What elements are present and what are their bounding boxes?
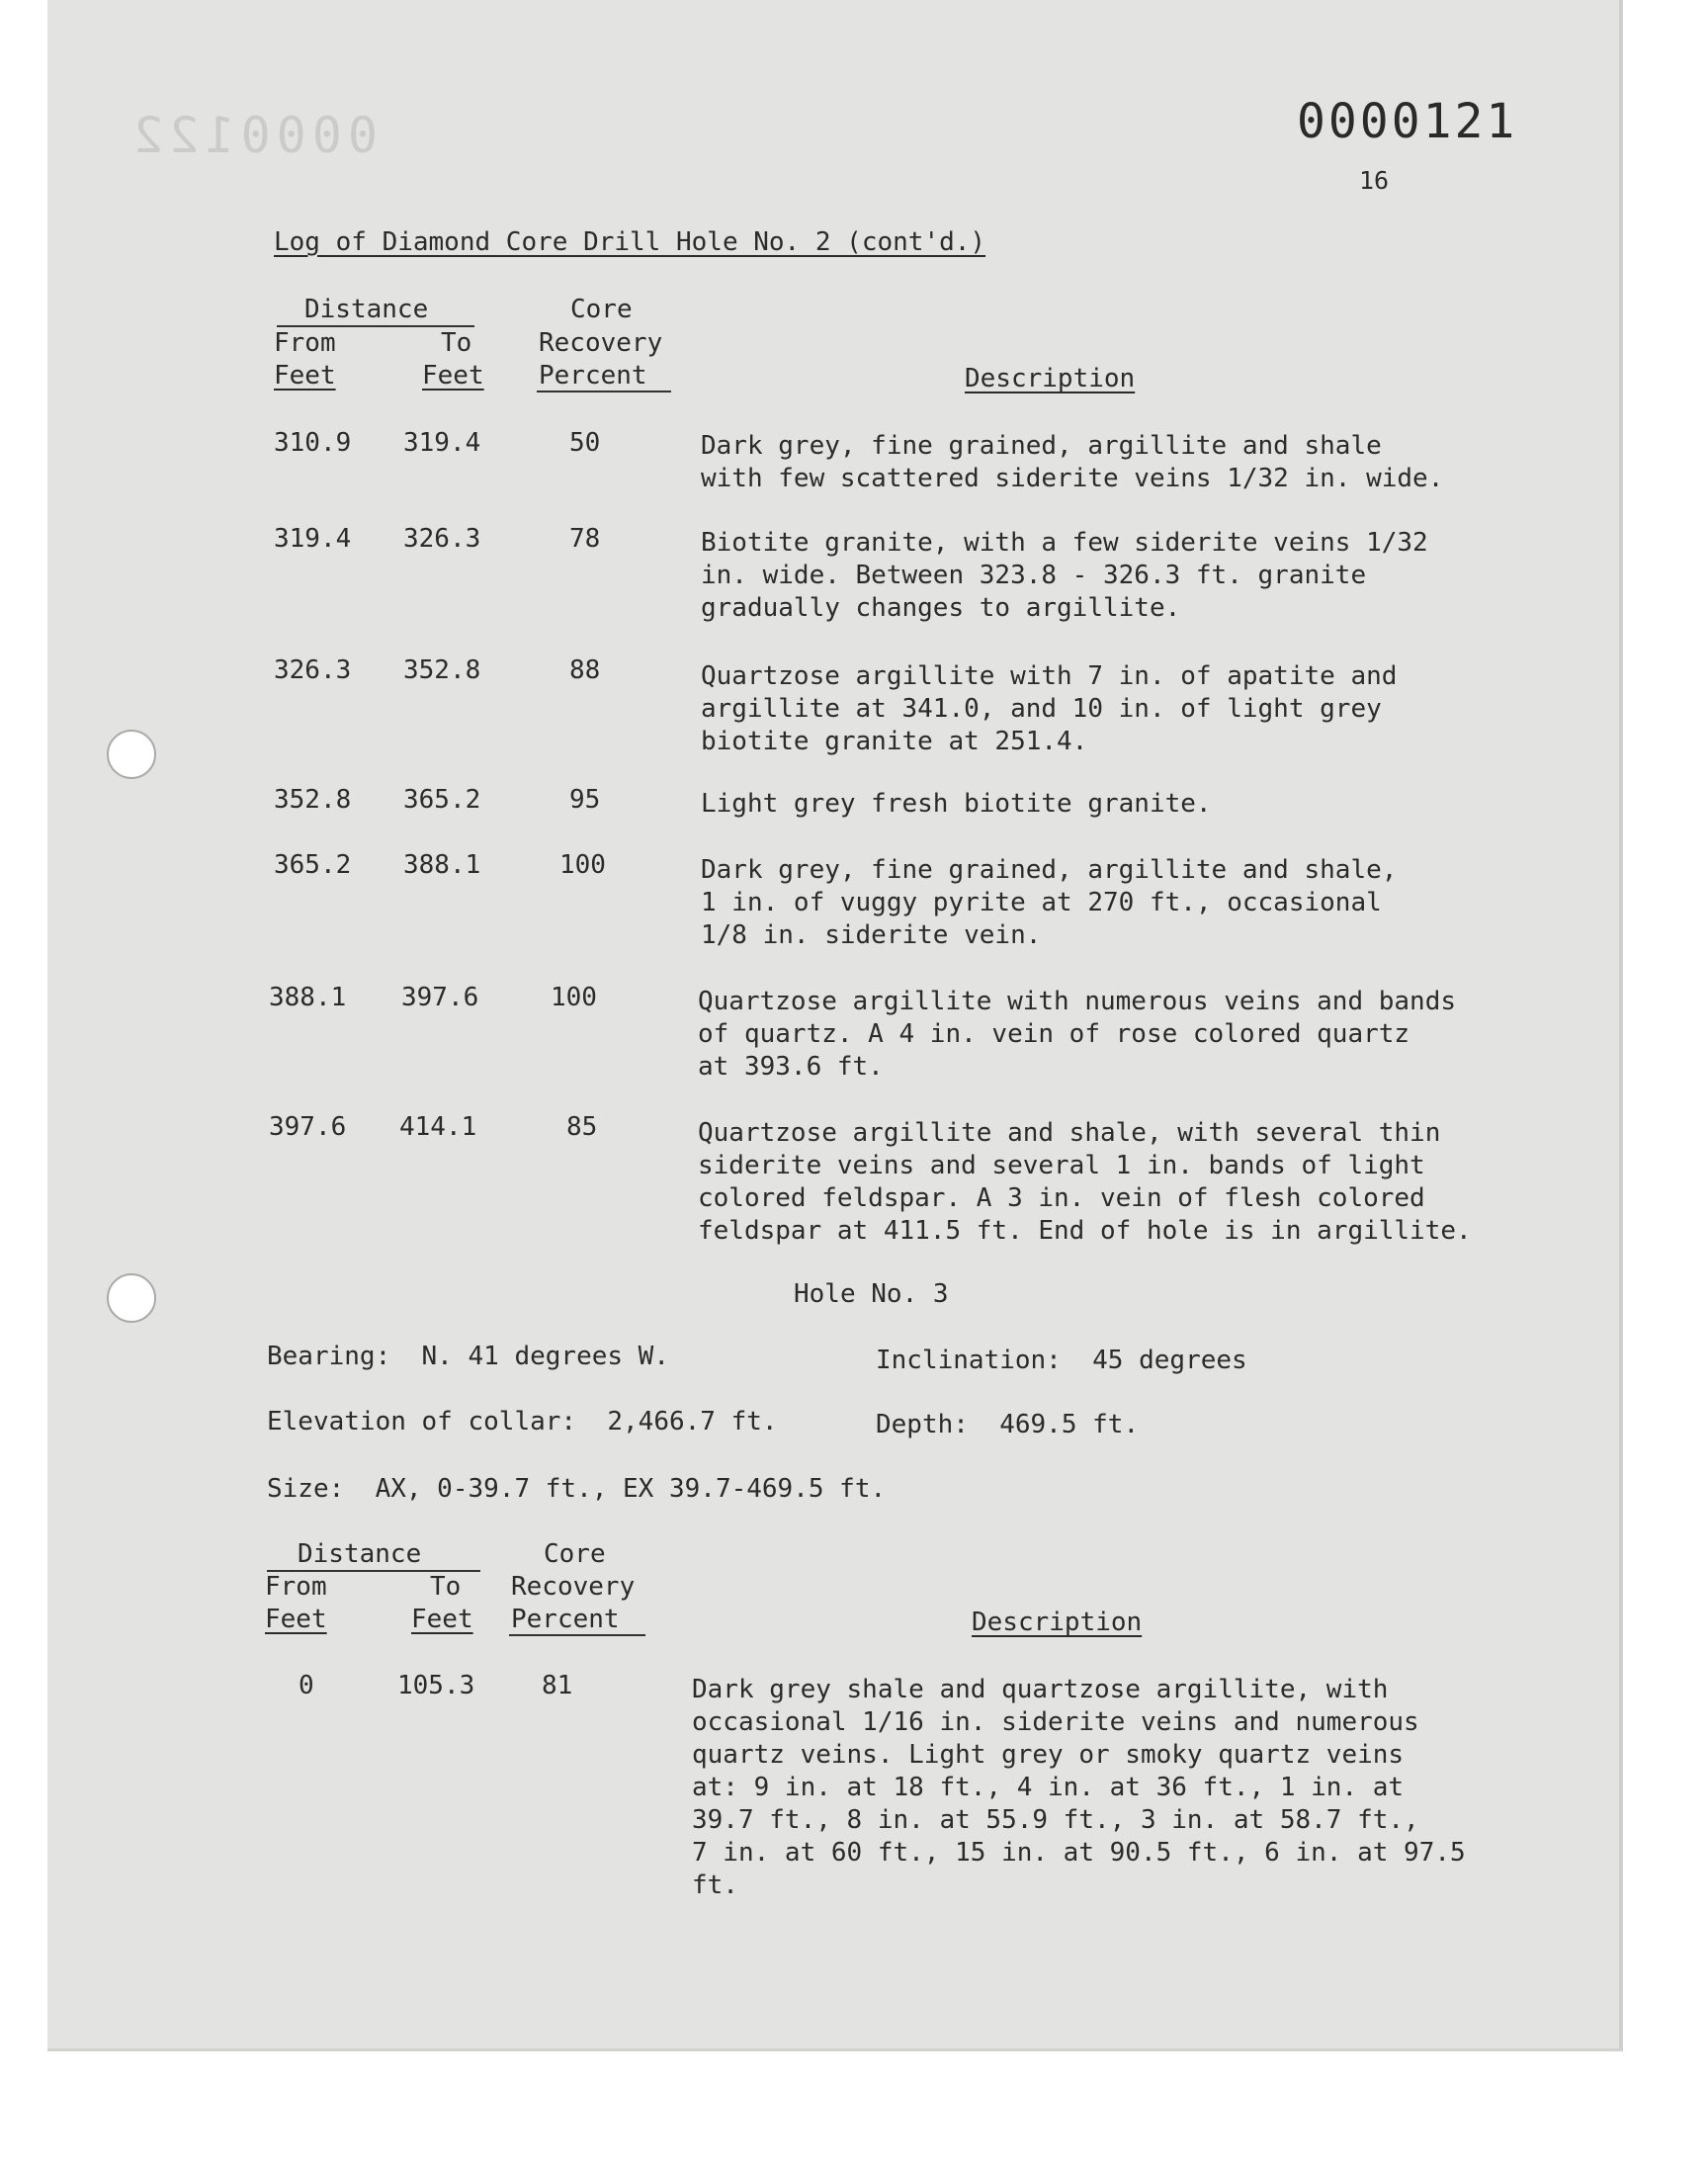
header-from: From — [274, 328, 336, 358]
from-cell: 326.3 — [274, 655, 352, 685]
from-cell: 397.6 — [269, 1112, 347, 1142]
binder-hole-top — [107, 730, 156, 779]
page-number: 16 — [1359, 166, 1390, 195]
document-id-stamp: 0000121 — [1297, 94, 1518, 149]
to-cell: 105.3 — [397, 1671, 475, 1700]
hole3-depth: Depth: 469.5 ft. — [876, 1410, 1140, 1439]
recovery-cell: 85 — [566, 1112, 598, 1142]
header-core: Core — [570, 295, 633, 324]
header-description: Description — [965, 364, 1136, 393]
header-distance: Distance — [304, 295, 429, 324]
recovery-cell: 88 — [569, 655, 601, 685]
header-feet-to: Feet — [422, 361, 484, 391]
page-title: Log of Diamond Core Drill Hole No. 2 (cont'd.) — [274, 227, 986, 257]
from-cell: 365.2 — [274, 850, 352, 880]
description-cell: Biotite granite, with a few siderite veins 1/32 in. wide. Between 323.8 - 326.3 ft. granite gradually changes to argillite. — [701, 528, 1428, 623]
header-recovery: Recovery — [511, 1572, 636, 1602]
to-cell: 397.6 — [401, 983, 479, 1012]
recovery-cell: 100 — [551, 983, 597, 1012]
hole3-size: Size: AX, 0-39.7 ft., EX 39.7-469.5 ft. — [267, 1474, 887, 1504]
description-cell: Quartzose argillite and shale, with several thin siderite veins and several 1 in. bands of light colored feldspar. A 3 in. vein of flesh colored feldspar at 411.5 ft. End of hole is in argillite. — [698, 1118, 1472, 1246]
recovery-cell: 81 — [542, 1671, 573, 1700]
recovery-cell: 100 — [559, 850, 606, 880]
from-cell: 352.8 — [274, 785, 352, 815]
recovery-cell: 95 — [569, 785, 601, 815]
description-cell: Light grey fresh biotite granite. — [701, 789, 1212, 819]
description-cell: Quartzose argillite with numerous veins and bands of quartz. A 4 in. vein of rose colored quartz at 393.6 ft. — [698, 987, 1457, 1082]
header-feet-to: Feet — [411, 1605, 473, 1634]
from-cell: 319.4 — [274, 524, 352, 554]
from-cell: 0 — [299, 1671, 314, 1700]
description-cell: Dark grey, fine grained, argillite and shale, 1 in. of vuggy pyrite at 270 ft., occasional 1/8 in. siderite vein. — [701, 855, 1398, 950]
to-cell: 365.2 — [403, 785, 481, 815]
percent-rule — [509, 1634, 645, 1636]
percent-rule — [537, 391, 671, 392]
header-percent: Percent — [539, 361, 647, 391]
hole3-elevation: Elevation of collar: 2,466.7 ft. — [267, 1407, 778, 1436]
header-to: To — [430, 1572, 462, 1602]
to-cell: 319.4 — [403, 428, 481, 458]
description-cell: Dark grey, fine grained, argillite and shale with few scattered siderite veins 1/32 in. wide. — [701, 431, 1444, 493]
header-description: Description — [972, 1608, 1143, 1637]
hole3-heading: Hole No. 3 — [794, 1279, 949, 1309]
header-to: To — [441, 328, 472, 358]
header-from: From — [265, 1572, 327, 1602]
from-cell: 388.1 — [269, 983, 347, 1012]
to-cell: 414.1 — [399, 1112, 477, 1142]
header-feet-from: Feet — [274, 361, 336, 391]
recovery-cell: 50 — [569, 428, 601, 458]
description-cell: Quartzose argillite with 7 in. of apatite and argillite at 341.0, and 10 in. of light grey biotite granite at 251.4. — [701, 661, 1398, 756]
header-core: Core — [544, 1539, 606, 1569]
hole3-bearing: Bearing: N. 41 degrees W. — [267, 1342, 669, 1371]
hole3-inclination: Inclination: 45 degrees — [876, 1346, 1247, 1375]
recovery-cell: 78 — [569, 524, 601, 554]
header-distance: Distance — [298, 1539, 422, 1569]
to-cell: 388.1 — [403, 850, 481, 880]
header-recovery: Recovery — [539, 328, 663, 358]
binder-hole-bottom — [107, 1273, 156, 1323]
bleed-through-id: 0000122 — [128, 107, 378, 164]
to-cell: 326.3 — [403, 524, 481, 554]
to-cell: 352.8 — [403, 655, 481, 685]
description-cell: Dark grey shale and quartzose argillite, with occasional 1/16 in. siderite veins and numerous quartz veins. Light grey or smoky quartz veins at: 9 in. at 18 ft., 4 in. at 36 ft., 1 in. at 39.7 ft., 8 in. at 55.9 ft., 3 in. at 58.7 ft., 7 in. at 60 ft., 15 in. at 90.5 ft., 6 in. at 97.5 ft. — [692, 1675, 1466, 1900]
from-cell: 310.9 — [274, 428, 352, 458]
header-percent: Percent — [511, 1605, 620, 1634]
header-feet-from: Feet — [265, 1605, 327, 1634]
